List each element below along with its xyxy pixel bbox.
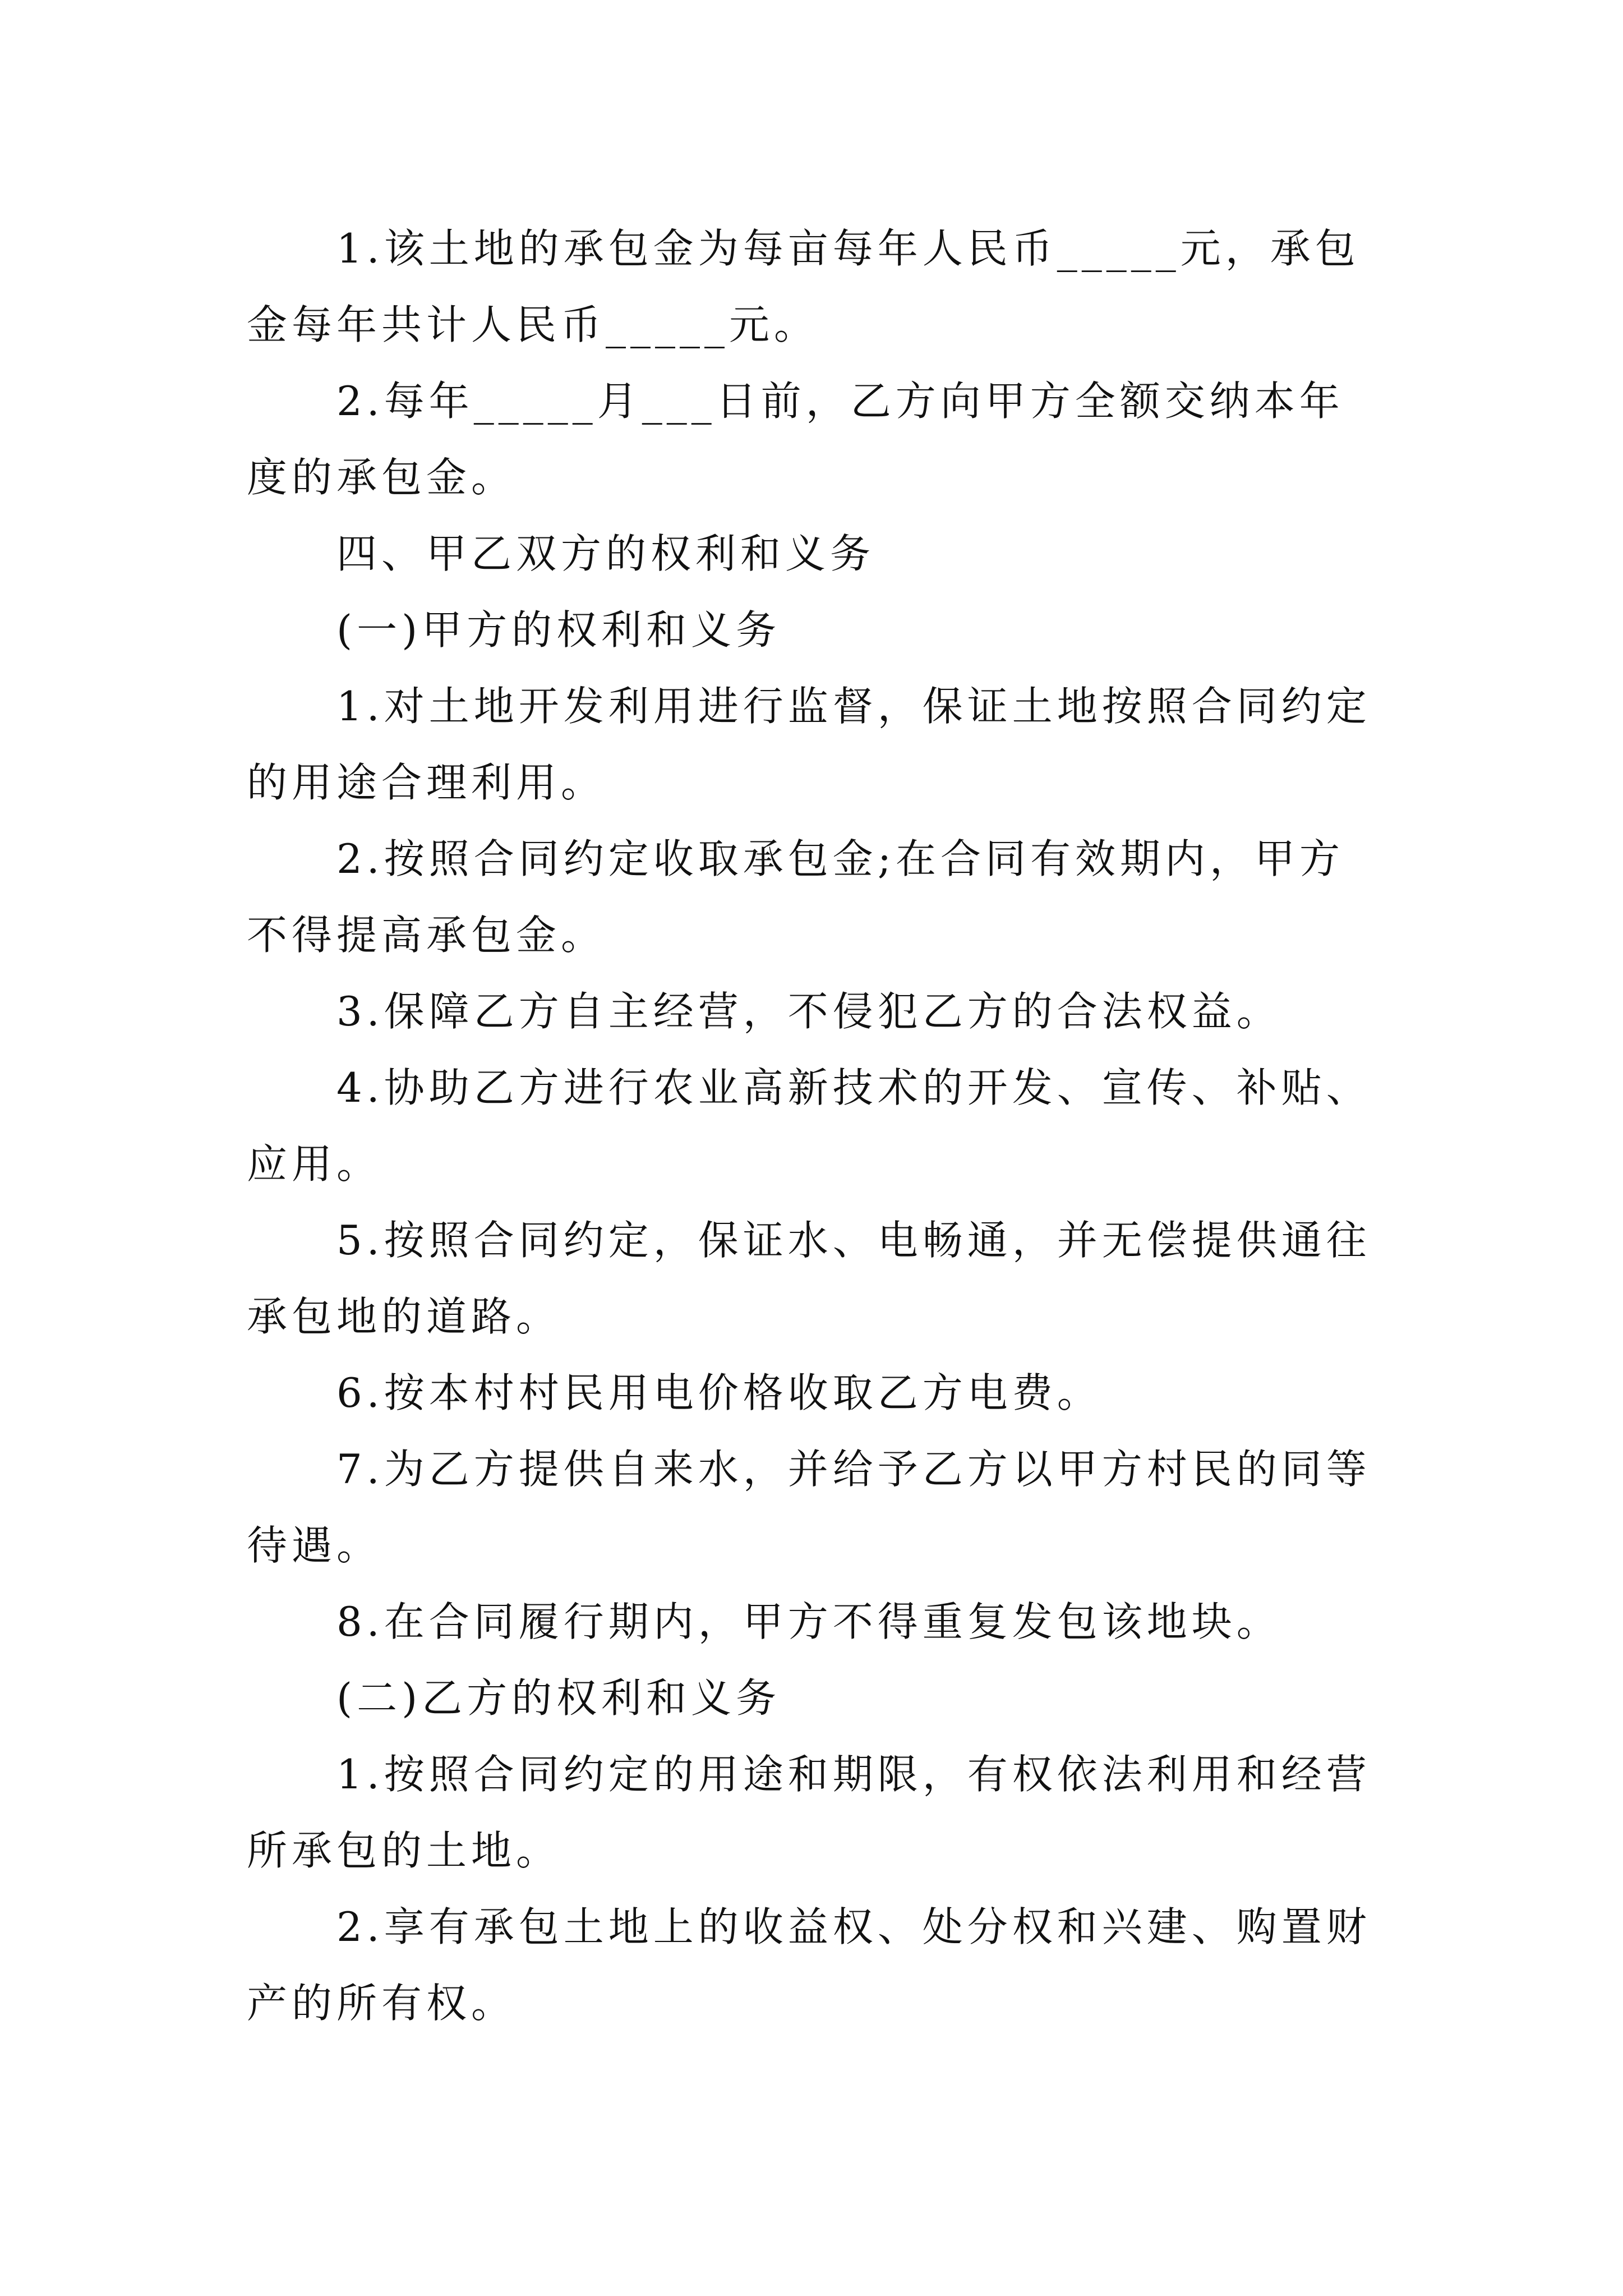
paragraph-party-a-item-3: 3.保障乙方自主经营，不侵犯乙方的合法权益。: [336, 988, 1281, 1035]
paragraph-party-b-item-1: 1.按照合同约定的用途和期限，有权依法利用和经营所承包的土地。: [247, 1751, 1371, 1874]
paragraph-party-b-item-2: 2.享有承包土地上的收益权、处分权和兴建、购置财产的所有权。: [247, 1903, 1371, 2027]
subsection-heading-party-a: (一)甲方的权利和义务: [336, 606, 781, 654]
paragraph-party-a-item-7: 7.为乙方提供自来水，并给予乙方以甲方村民的同等待遇。: [247, 1446, 1371, 1569]
subsection-heading-party-b: (二)乙方的权利和义务: [336, 1674, 781, 1722]
paragraph-party-a-item-4: 4.协助乙方进行农业高新技术的开发、宣传、补贴、应用。: [247, 1064, 1371, 1188]
paragraph-party-a-item-2: 2.按照合同约定收取承包金;在合同有效期内，甲方不得提高承包金。: [247, 835, 1344, 959]
section-heading-rights-obligations: 四、甲乙双方的权利和义务: [336, 530, 875, 577]
paragraph-party-a-item-8: 8.在合同履行期内，甲方不得重复发包该地块。: [336, 1598, 1281, 1645]
paragraph-party-a-item-1: 1.对土地开发利用进行监督，保证土地按照合同约定的用途合理利用。: [247, 683, 1371, 806]
paragraph-party-a-item-6: 6.按本村村民用电价格收取乙方电费。: [336, 1369, 1102, 1416]
paragraph-payment-date: 2.每年_____月___日前，乙方向甲方全额交纳本年度的承包金。: [247, 378, 1344, 501]
paragraph-rent-amount: 1.该土地的承包金为每亩每年人民币_____元，承包金每年共计人民币_____元。: [247, 225, 1360, 348]
paragraph-party-a-item-5: 5.按照合同约定，保证水、电畅通，并无偿提供通往承包地的道路。: [247, 1217, 1371, 1340]
document-body: [247, 210, 1385, 2041]
